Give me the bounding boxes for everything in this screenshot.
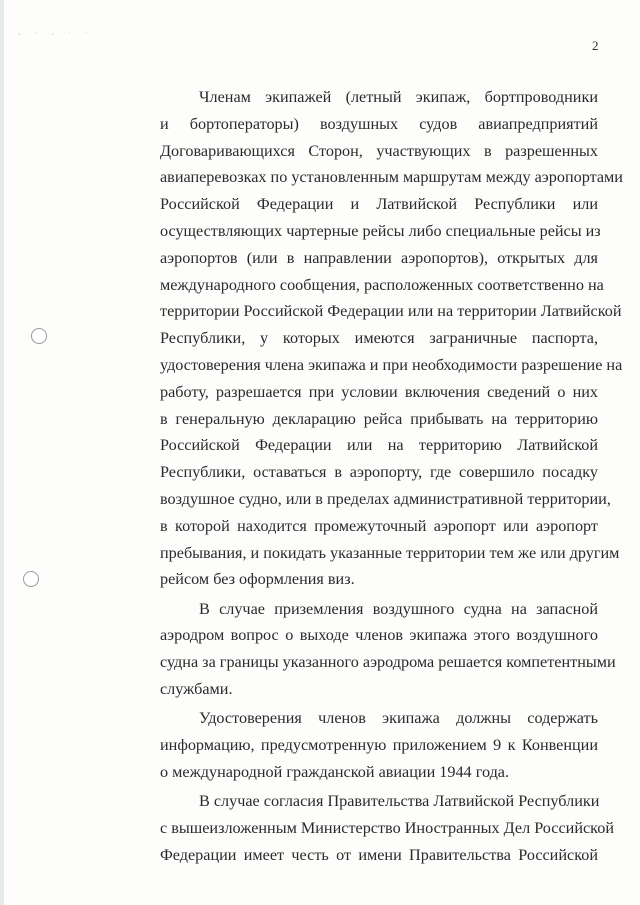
text-line: В случае согласия Правительства Латвийской Республики <box>199 792 600 811</box>
text-line: Удостоверения членов экипажа должны содержать <box>199 709 598 728</box>
text-line: рейсом без оформления виз. <box>160 570 355 589</box>
text-line: Российской Федерации или на территорию Латвийской <box>160 436 598 455</box>
text-line: службами. <box>160 680 233 699</box>
document-body <box>160 84 623 871</box>
text-line: в генеральную декларацию рейса прибывать на территорию <box>160 409 598 428</box>
paragraph <box>160 84 623 593</box>
paragraph <box>160 596 616 703</box>
text-line: Российской Федерации и Латвийской Республики или <box>160 195 598 214</box>
text-line: Договаривающихся Сторон, участвующих в разрешенных <box>160 141 598 160</box>
scan-specks: · ˙ · ˙ ˙ <box>18 30 94 39</box>
text-line: международного сообщения, расположенных соответственно на <box>160 275 604 294</box>
text-line: Федерации имеет честь от имени Правительства Российской <box>160 845 598 864</box>
paragraph <box>160 788 614 868</box>
text-line: Республики, оставаться в аэропорту, где совершило посадку <box>160 463 598 482</box>
punch-hole <box>31 328 47 344</box>
text-line: территории Российской Федерации или на территории Латвийской <box>160 302 622 321</box>
text-line: В случае приземления воздушного судна на запасной <box>199 599 598 618</box>
text-line: осуществляющих чартерные рейсы либо специальные рейсы из <box>160 221 601 240</box>
page-number: 2 <box>592 38 599 53</box>
text-line: работу, разрешается при условии включения сведений о них <box>160 382 598 401</box>
text-line: и бортоператоры) воздушных судов авиапредприятий <box>160 114 598 133</box>
text-line: аэропортов (или в направлении аэропортов), открытых для <box>160 248 598 267</box>
text-line: информацию, предусмотренную приложением 9 к Конвенции <box>160 736 598 755</box>
text-line: в которой находится промежуточный аэропорт или аэропорт <box>160 516 598 535</box>
paragraph <box>160 705 598 785</box>
text-line: пребывания, и покидать указанные территории тем же или другим <box>160 543 620 562</box>
scan-edge <box>0 0 4 905</box>
text-line: с вышеизложенным Министерство Иностранных Дел Российской <box>160 819 614 838</box>
text-line: аэродром вопрос о выходе членов экипажа этого воздушного <box>160 626 598 645</box>
text-line: Членам экипажей (летный экипаж, бортпроводники <box>199 88 598 106</box>
text-line: судна за границы указанного аэродрома решается компетентными <box>160 653 616 672</box>
text-line: воздушное судно, или в пределах административной территории, <box>160 489 611 508</box>
text-line: о международной гражданской авиации 1944 года. <box>160 762 510 781</box>
punch-hole <box>23 571 39 587</box>
text-line: авиаперевозках по установленным маршрутам между аэропортами <box>160 168 623 187</box>
text-line: Республики, у которых имеются заграничные паспорта, <box>160 329 598 348</box>
text-line: удостоверения члена экипажа и при необходимости разрешение на <box>160 355 623 374</box>
